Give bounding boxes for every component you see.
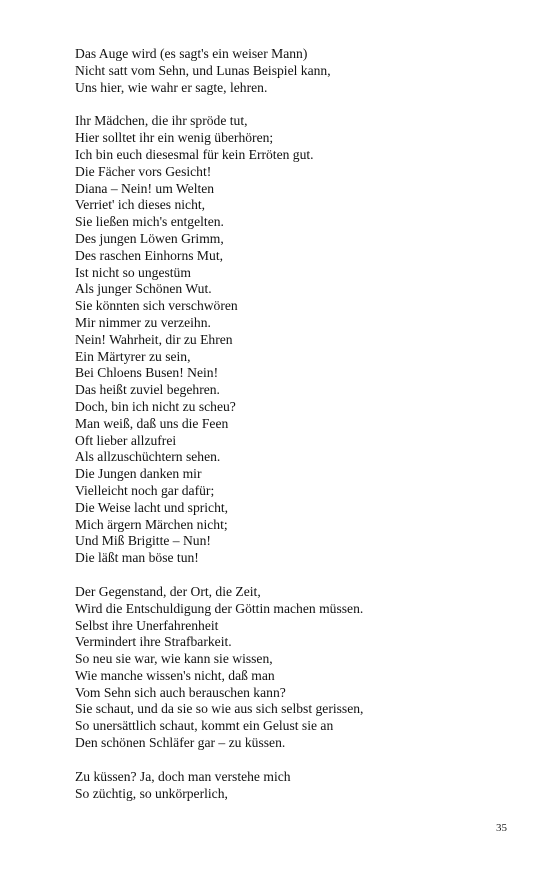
verse-line: Ihr Mädchen, die ihr spröde tut, (75, 113, 248, 129)
verse-line: Mich ärgern Märchen nicht; (75, 516, 228, 532)
verse-line: Selbst ihre Unerfahrenheit (75, 617, 219, 633)
verse-line: So unersättlich schaut, kommt ein Gelust sie an (75, 718, 334, 734)
verse-line: Als allzuschüchtern sehen. (75, 449, 221, 465)
verse-line: Nicht satt vom Sehn, und Lunas Beispiel kann, (75, 62, 331, 78)
verse-line: Den schönen Schläfer gar – zu küssen. (75, 735, 286, 751)
verse-line: So neu sie war, wie kann sie wissen, (75, 651, 273, 667)
stanza (75, 584, 515, 752)
verse-line: Diana – Nein! um Welten (75, 180, 215, 196)
verse-line: Ich bin euch diesesmal für kein Erröten gut. (75, 146, 314, 162)
verse-line: Sie könnten sich verschwören (75, 298, 238, 314)
verse-line: Vom Sehn sich auch berauschen kann? (75, 684, 286, 700)
verse-line: Das Auge wird (es sagt's ein weiser Mann) (75, 46, 308, 61)
verse-line: Verriet' ich dieses nicht, (75, 197, 206, 213)
verse-line: Man weiß, daß uns die Feen (75, 415, 229, 431)
verse-line: Die Jungen danken mir (75, 466, 202, 482)
verse-line: Das heißt zuviel begehren. (75, 382, 220, 398)
verse-line: Sie schaut, und da sie so wie aus sich selbst gerissen, (75, 701, 364, 717)
verse-line: Sie ließen mich's entgelten. (75, 214, 224, 230)
verse-line: Bei Chloens Busen! Nein! (75, 365, 219, 381)
poem-text (75, 46, 515, 819)
verse-line: Nein! Wahrheit, dir zu Ehren (75, 331, 233, 347)
verse-line: Und Miß Brigitte – Nun! (75, 533, 211, 549)
verse-line: Wird die Entschuldigung der Göttin machen müssen. (75, 600, 364, 616)
verse-line: Die läßt man böse tun! (75, 550, 199, 566)
verse-line: Hier solltet ihr ein wenig überhören; (75, 130, 274, 146)
verse-line: Als junger Schönen Wut. (75, 281, 212, 297)
verse-line: Vielleicht noch gar dafür; (75, 482, 215, 498)
page-number: 35 (496, 822, 507, 834)
stanza (75, 113, 515, 567)
verse-line: Die Fächer vors Gesicht! (75, 163, 212, 179)
verse-line: Doch, bin ich nicht zu scheu? (75, 398, 236, 414)
verse-line: Oft lieber allzufrei (75, 432, 177, 448)
stanza (75, 769, 515, 803)
verse-line: Des jungen Löwen Grimm, (75, 230, 224, 246)
verse-line: So züchtig, so unkörperlich, (75, 785, 228, 801)
verse-line: Der Gegenstand, der Ort, die Zeit, (75, 583, 261, 599)
verse-line: Des raschen Einhorns Mut, (75, 247, 223, 263)
verse-line: Zu küssen? Ja, doch man verstehe mich (75, 768, 291, 784)
verse-line: Ein Märtyrer zu sein, (75, 348, 191, 364)
verse-line: Die Weise lacht und spricht, (75, 499, 229, 515)
verse-line: Wie manche wissen's nicht, daß man (75, 667, 275, 683)
verse-line: Uns hier, wie wahr er sagte, lehren. (75, 79, 268, 95)
stanza (75, 46, 515, 96)
verse-line: Vermindert ihre Strafbarkeit. (75, 634, 232, 650)
verse-line: Ist nicht so ungestüm (75, 264, 191, 280)
verse-line: Mir nimmer zu verzeihn. (75, 314, 211, 330)
